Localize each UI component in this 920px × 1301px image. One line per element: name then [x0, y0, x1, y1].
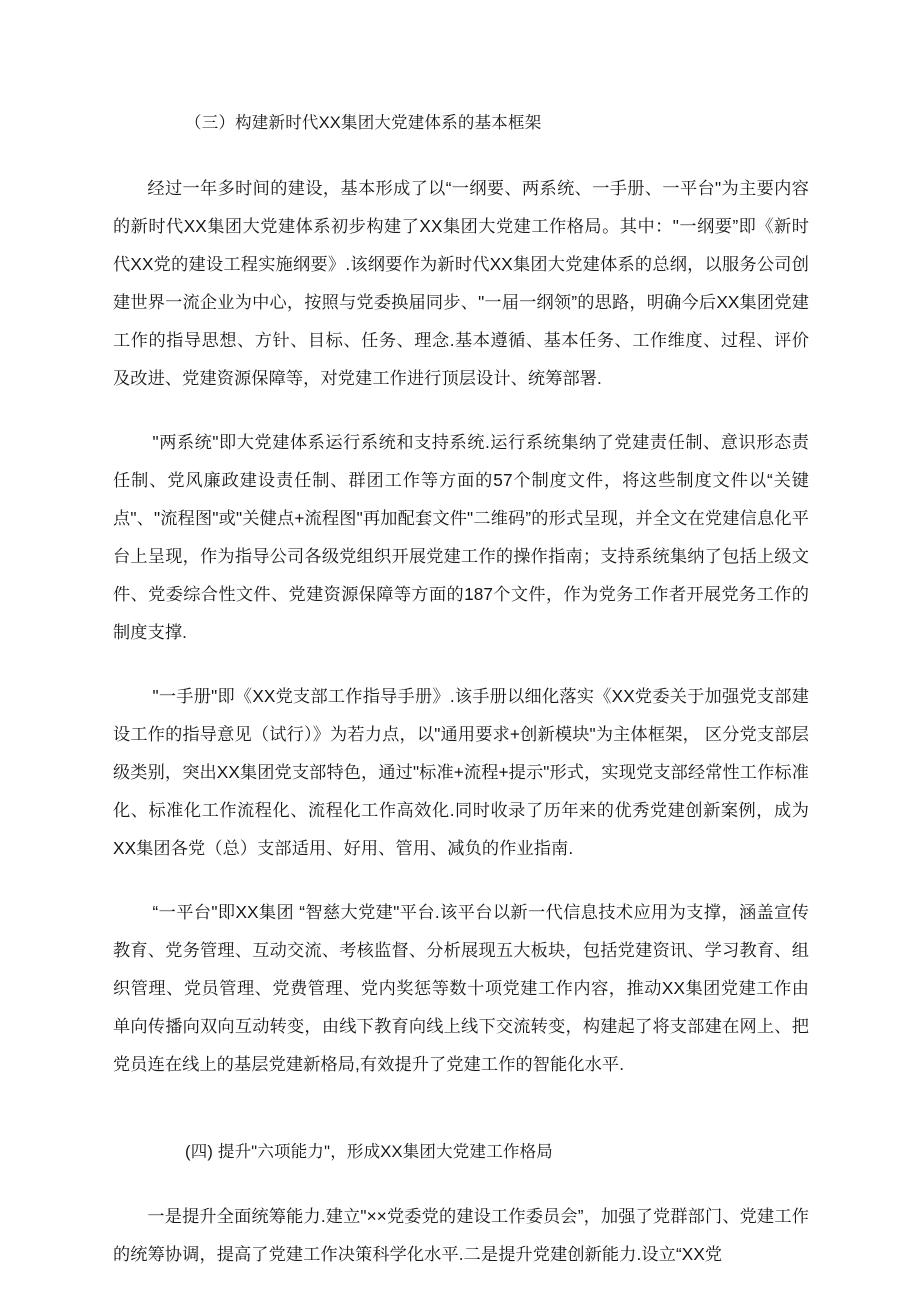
paragraph-section3-1: 经过一年多时间的建设，基本形成了以“一纲要、两系统、一手册、一平台"为主要内容的新时代XX集团大党建体系初步构建了XX集团大党建工作格局。其中："一纲要”即《新时代XX党的建设工程实施纲要》.该纲要作为新时代XX集团大党建体系的总纲，以服务公司创建世界一流企业为中心，按照与党委换届同步、"一届一纲领”的思路，明确今后XX集团党建工作的指导思想、方针、目标、任务、理念.基本遵循、基本任务、工作维度、过程、评价及改进、党建资源保障等，对党建工作进行顶层设计、统筹部署.: [113, 178, 809, 388]
section-heading-three: （三）构建新时代XX集团大党建体系的基本框架: [185, 114, 542, 132]
paragraph-section3-2: "两系统"即大党建体系运行系统和支持系统.运行系统集纳了党建责任制、意识形态责任制、党风廉政建设责任制、群团工作等方面的57个制度文件，将这些制度文件以“关键点"、"流程图"或"关健点+流程图"再加配套文件"二维码”的形式呈现，并全文在党建信息化平台上呈现，作为指导公司各级党组织开展党建工作的操作指南；支持系统集纳了包括上级文件、党委综合性文件、党建资源保障等方面的187个文件，作为党务工作者开展党务工作的制度支撑.: [113, 432, 809, 642]
document-content-column: [113, 0, 809, 1273]
paragraph-section3-3: "一手册"即《XX党支部工作指导手册》.该手册以细化落实《XX党委关于加强党支部建设工作的指导意见（试行）》为若力点，以"通用要求+创新模块"为主体框架， 区分党支部层级类别，突出XX集团党支部特色，通过"标准+流程+提示"形式，实现党支部经常性工作标准化、标准化工作流程化、流程化工作高效化.同时收录了历年来的优秀党建创新案例，成为XX集团各党（总）支部适用、好用、管用、减负的作业指南.: [113, 686, 809, 858]
section-heading-four: (四) 提升"六项能力"，形成XX集团大党建工作格局: [185, 1143, 553, 1161]
paragraph-section3-4: “一平台"即XX集团 “智慈大党建"平台.该平台以新一代信息技术应用为支撑，涵盖宣传教育、党务管理、互动交流、考核监督、分析展现五大板块，包括党建资讯、学习教育、组织管理、党员管理、党费管理、党内奖惩等数十项党建工作内容，推动XX集团党建工作由单向传播向双向互动转变，由线下教育向线上线下交流转变，构建起了将支部建在网上、把党员连在线上的基层党建新格局,有效提升了党建工作的智能化水平.: [113, 902, 809, 1074]
paragraph-section4-1: 一是提升全面统筹能力.建立"××党委党的建设工作委员会”，加强了党群部门、党建工作的统筹协调，提高了党建工作决策科学化水平.二是提升党建创新能力.设立“XX党: [113, 1206, 809, 1264]
